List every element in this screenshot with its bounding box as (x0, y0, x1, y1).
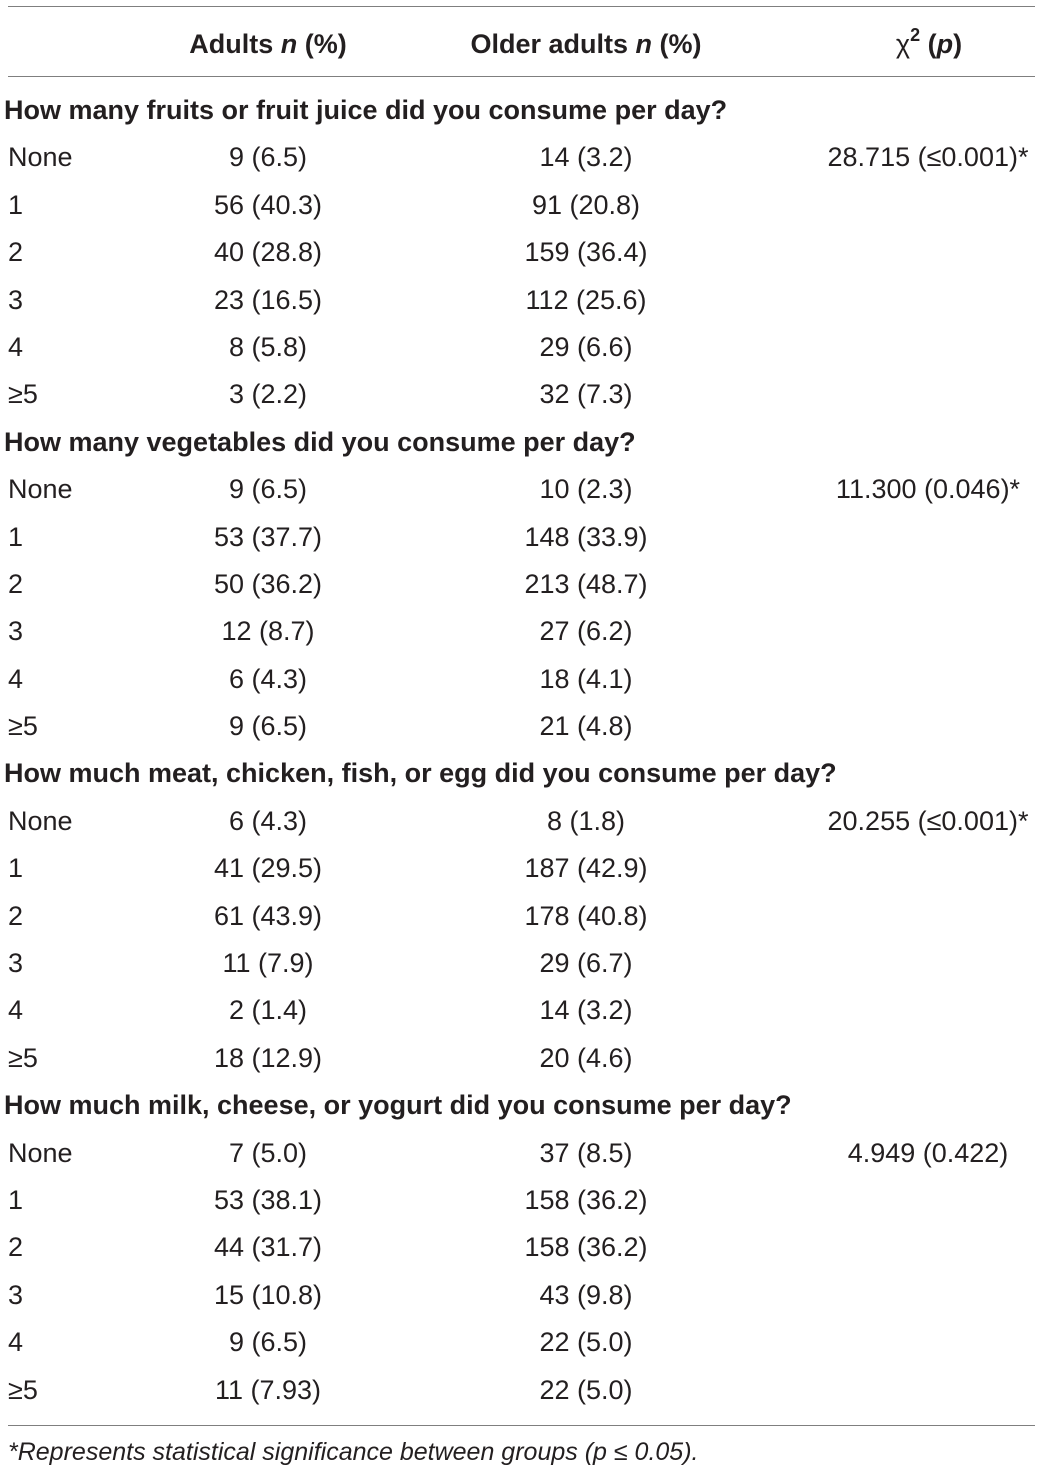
adults-cell: 7 (5.0) (228, 1137, 308, 1168)
section-title: How many vegetables did you consume per day? (4, 426, 636, 457)
older-adults-cell: 22 (5.0) (539, 1374, 633, 1405)
row-label: 4 (8, 995, 24, 1026)
adults-cell: 8 (5.8) (228, 331, 308, 362)
adults-cell: 12 (8.7) (221, 616, 315, 647)
row-label: None (8, 805, 73, 836)
adults-cell: 53 (38.1) (213, 1184, 323, 1215)
table-row (0, 703, 1042, 750)
older-adults-cell: 112 (25.6) (525, 284, 647, 315)
chi-square-cell: 28.715 (≤0.001)* (827, 142, 1029, 173)
table-header-rule (8, 76, 1035, 77)
row-label: 3 (8, 284, 24, 315)
older-adults-cell: 159 (36.4) (524, 237, 648, 268)
older-adults-cell: 29 (6.7) (539, 948, 633, 979)
adults-cell: 2 (1.4) (228, 995, 308, 1026)
table-row (0, 656, 1042, 703)
table-header-row (0, 6, 1042, 76)
row-label: 1 (8, 521, 24, 552)
adults-cell: 53 (37.7) (213, 521, 323, 552)
row-label: 4 (8, 331, 24, 362)
adults-cell: 9 (6.5) (228, 711, 308, 742)
table-row (0, 987, 1042, 1034)
adults-cell: 9 (6.5) (228, 1327, 308, 1358)
older-adults-cell: 148 (33.9) (524, 521, 648, 552)
section-title: How much meat, chicken, fish, or egg did you consume per day? (4, 758, 837, 789)
adults-cell: 40 (28.8) (213, 237, 323, 268)
row-label: 1 (8, 189, 24, 220)
older-adults-cell: 158 (36.2) (524, 1232, 648, 1263)
row-label: 1 (8, 853, 24, 884)
adults-cell: 11 (7.93) (214, 1374, 322, 1405)
header-chi-square: $\chi^2$ (p) (895, 25, 963, 59)
table-row (0, 1224, 1042, 1271)
header-adults: Adults n (%) (189, 29, 347, 59)
table-row (0, 466, 1042, 513)
table-row (0, 229, 1042, 276)
older-adults-cell: 21 (4.8) (539, 711, 633, 742)
chi-square-cell: 20.255 (≤0.001)* (827, 805, 1029, 836)
row-label: None (8, 474, 73, 505)
older-adults-cell: 27 (6.2) (539, 616, 633, 647)
row-label: 2 (8, 900, 24, 931)
table-row (0, 798, 1042, 845)
adults-cell: 23 (16.5) (213, 284, 323, 315)
table-row (0, 277, 1042, 324)
older-adults-cell: 18 (4.1) (539, 663, 633, 694)
table-row (0, 561, 1042, 608)
row-label: 2 (8, 1232, 24, 1263)
table-row (0, 134, 1042, 181)
adults-cell: 18 (12.9) (213, 1042, 323, 1073)
row-label: 2 (8, 568, 24, 599)
older-adults-cell: 43 (9.8) (539, 1279, 633, 1310)
chi-square-cell: 11.300 (0.046)* (835, 474, 1021, 505)
table-row (0, 1035, 1042, 1082)
table-row (0, 1319, 1042, 1366)
older-adults-cell: 178 (40.8) (524, 900, 648, 931)
table-row (0, 514, 1042, 561)
table-row (0, 1367, 1042, 1414)
older-adults-cell: 158 (36.2) (524, 1184, 648, 1215)
table-row (0, 940, 1042, 987)
adults-cell: 11 (7.9) (222, 948, 314, 979)
row-label: 3 (8, 616, 24, 647)
older-adults-cell: 32 (7.3) (539, 379, 633, 410)
adults-cell: 61 (43.9) (213, 900, 323, 931)
adults-cell: 56 (40.3) (213, 189, 323, 220)
older-adults-cell: 187 (42.9) (524, 853, 648, 884)
row-label: 4 (8, 1327, 24, 1358)
adults-cell: 15 (10.8) (213, 1279, 323, 1310)
row-label: 3 (8, 1279, 24, 1310)
adults-cell: 9 (6.5) (228, 474, 308, 505)
section-title: How much milk, cheese, or yogurt did you consume per day? (4, 1090, 792, 1121)
older-adults-cell: 10 (2.3) (539, 474, 633, 505)
chi-square-cell: 4.949 (0.422) (847, 1137, 1009, 1168)
row-label: None (8, 142, 73, 173)
row-label: ≥5 (8, 1042, 38, 1073)
table-row (0, 371, 1042, 418)
row-label: ≥5 (8, 1374, 38, 1405)
row-label: None (8, 1137, 73, 1168)
row-label: ≥5 (8, 379, 38, 410)
table-row (0, 1177, 1042, 1224)
row-label: 3 (8, 948, 24, 979)
section-title: How many fruits or fruit juice did you consume per day? (4, 95, 728, 125)
table-row (0, 845, 1042, 892)
older-adults-cell: 213 (48.7) (524, 568, 648, 599)
row-label: 2 (8, 237, 24, 268)
adults-cell: 6 (4.3) (228, 805, 308, 836)
older-adults-cell: 14 (3.2) (539, 142, 633, 173)
adults-cell: 41 (29.5) (213, 853, 323, 884)
adults-cell: 50 (36.2) (213, 568, 323, 599)
older-adults-cell: 37 (8.5) (539, 1137, 633, 1168)
table-row (0, 1130, 1042, 1177)
table-row (0, 893, 1042, 940)
table-body (0, 87, 1042, 1414)
header-older-adults: Older adults n (%) (470, 29, 702, 59)
table-row (0, 182, 1042, 229)
older-adults-cell: 91 (20.8) (531, 189, 641, 220)
row-label: ≥5 (8, 711, 38, 742)
table-row (0, 1272, 1042, 1319)
table-row (0, 608, 1042, 655)
adults-cell: 6 (4.3) (228, 663, 308, 694)
table-row (0, 324, 1042, 371)
table-footnote: *Represents statistical significance between groups (p ≤ 0.05). (8, 1438, 699, 1466)
older-adults-cell: 29 (6.6) (539, 331, 633, 362)
row-label: 1 (8, 1184, 24, 1215)
row-label: 4 (8, 663, 24, 694)
table-bottom-rule (8, 1425, 1035, 1426)
older-adults-cell: 20 (4.6) (539, 1042, 633, 1073)
older-adults-cell: 22 (5.0) (539, 1327, 633, 1358)
adults-cell: 44 (31.7) (213, 1232, 323, 1263)
adults-cell: 3 (2.2) (228, 379, 308, 410)
older-adults-cell: 8 (1.8) (546, 805, 626, 836)
adults-cell: 9 (6.5) (228, 142, 308, 173)
older-adults-cell: 14 (3.2) (539, 995, 633, 1026)
